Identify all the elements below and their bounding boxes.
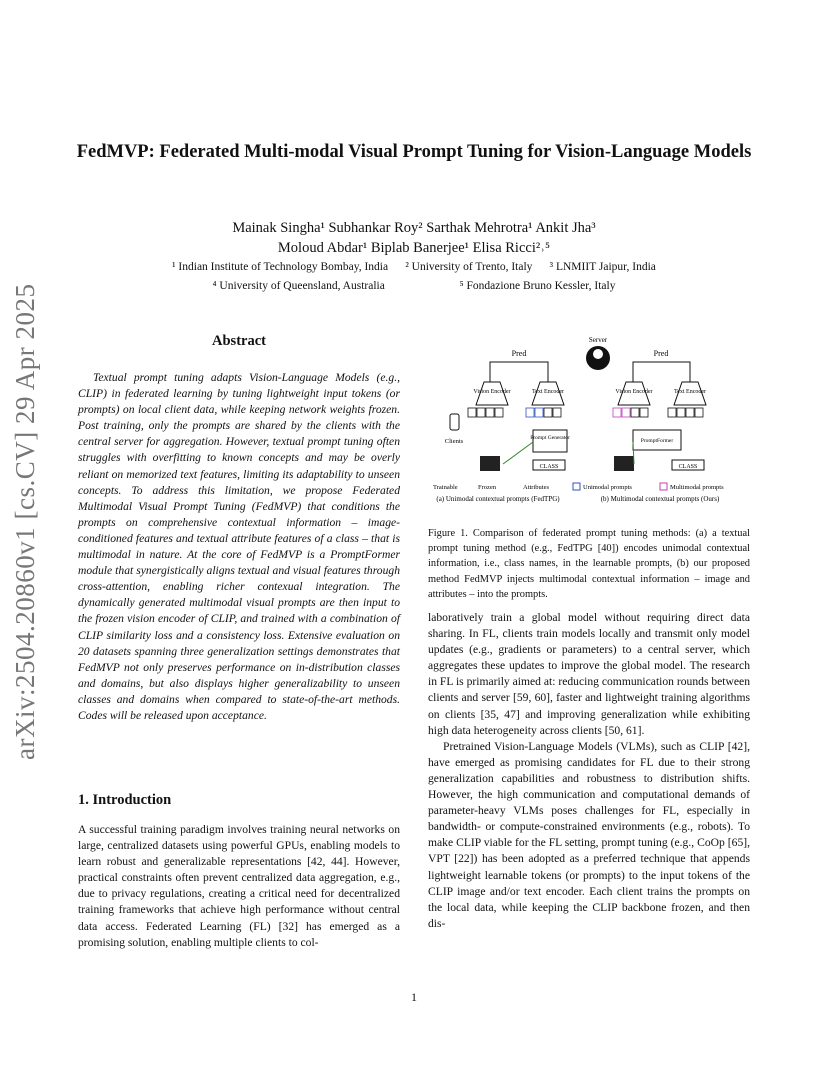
prompt-generator-label: Prompt Generator (530, 435, 570, 441)
pred-label-b: Pred (653, 349, 669, 358)
authors-line-2: Moloud Abdar¹ Biplab Banerjee¹ Elisa Ricci²˒⁵ (277, 240, 551, 256)
affiliations-line-1: ¹ Indian Institute of Technology Bombay, India ² University of Trento, Italy ³ LNMIIT Jaipur, India (172, 261, 656, 273)
pred-label-a: Pred (511, 349, 527, 358)
legend-attributes: Attributes (523, 484, 549, 491)
clients-label: Clients (444, 438, 464, 445)
intro-paragraph: A successful training paradigm involves training neural networks on large, centralized datasets using powerful GPUs, enabling models to learn robust and generalizable representations [42, 44]. However, practical constraints often prevent centralized data aggregation, e.g., due to privacy regulations, creating a critical need for decentralized training frameworks that achieve high performance without central data access. Federated Learning (FL) [32] has emerged as a promising solution, enabling multiple clients to col- (78, 823, 400, 949)
legend-frozen: Frozen (478, 484, 497, 491)
vision-encoder-b: Vision Encoder (615, 389, 653, 395)
right-column-body (428, 610, 750, 932)
class-label-a: CLASS (539, 464, 559, 470)
class-label-b: CLASS (678, 464, 698, 470)
text-encoder-a: Text Encoder (531, 389, 565, 395)
paper-title (60, 140, 768, 164)
server-label: Server (588, 336, 608, 344)
figure-1 (428, 330, 750, 516)
subcaption-a: (a) Unimodal contextual prompts (FedTPG) (436, 495, 560, 503)
legend-trainable: Trainable (433, 484, 458, 491)
image-icon-a (480, 456, 500, 471)
legend-multimodal: Multimodal prompts (670, 484, 724, 491)
title-text: FedMVP: Federated Multi-modal Visual Prompt Tuning for Vision-Language Models (76, 142, 752, 162)
col2-paragraph-1: laboratively train a global model without requiring direct data sharing. In FL, clients train models locally and transmit only model updates (e.g., gradients or parameters) to a central server, which aggregates these updates to improve the global model. The research in FL is primarily aimed at: reducing communication rounds between clients and server [59, 60], faster and lightweight training algorithms on clients [35, 47] and improving generalization while exhibiting high data heterogeneity across clients [50, 61]. (428, 611, 750, 737)
figure-diagram (428, 330, 750, 516)
authors-line-1: Mainak Singha¹ Subhankar Roy² Sarthak Mehrotra¹ Ankit Jha³ (232, 220, 596, 236)
image-icon-b (614, 456, 634, 471)
prompt-generator-box (533, 430, 567, 452)
affiliations-line-2: ⁴ University of Queensland, Australia ⁵ Fondazione Bruno Kessler, Italy (212, 280, 616, 292)
arxiv-identifier: arXiv:2504.20860v1 [cs.CV] 29 Apr 2025 (10, 283, 40, 760)
abstract-text: Textual prompt tuning adapts Vision-Language Models (e.g., CLIP) in federated learning by tuning lightweight input tokens (or prompts) on local client data, while keeping network weights frozen. Post training, only the prompts are shared by the clients with the central server for aggregation. However, textual prompt tuning often struggles with overfitting to known concepts and may be overly reliant on memorized text features, limiting its adaptability to unseen concepts. To address this limitation, we propose Federated Multimodal Visual Prompt Tuning (FedMVP) that conditions the prompts on comprehensive contextual information – image-conditioned features and textual attribute features of a class – that is multimodal in nature. At the core of FedMVP is a PromptFormer module that synergistically aligns textual and visual features through cross-attention, enabling richer contexual integration. The dynamically generated multimodal visual prompts are then input to the frozen vision encoder of CLIP, and trained with a combination of CLIP similarity loss and a consistency loss. Extensive evaluation on 20 datasets spanning three generalization settings demonstrates that FedMVP not only preserves performance on in-distribution classes and domains, but also displays higher generalizability to unseen classes and domains when compared to state-of-the-art methods. Codes will be released upon acceptance. (78, 371, 400, 722)
text-encoder-b: Text Encoder (673, 389, 707, 395)
col2-paragraph-2: Pretrained Vision-Language Models (VLMs), such as CLIP [42], have emerged as promising candidates for FL due to their strong generalization capabilities and robustness to distribution shifts. However, the high communication and computational demands of parameter-heavy VLMs poses challenges for FL, especially in bandwidth- or compute-constrained environments (e.g., robots). To make CLIP viable for the FL setting, prompt tuning (e.g., CoOp [65], VPT [22]) has been adopted as a preferred technique that appends lightweight learnable tokens (or prompts) to the input tokens of the CLIP image and/or text encoder. Each client trains the prompts on the local data, while keeping the CLIP backbone frozen, and then dis- (428, 739, 750, 930)
vision-encoder-a: Vision Encoder (473, 389, 511, 395)
section-heading: 1. Introduction (78, 792, 172, 808)
abstract-body (78, 370, 400, 724)
legend-unimodal: Unimodal prompts (583, 484, 632, 491)
figure-caption: Figure 1. Comparison of federated prompt tuning methods: (a) a textual prompt tuning method (e.g., FedTPG [40]) encodes unimodal contextual information, i.e., class names, in the learnable prompts, (b) our proposed method FedMVP injects multimodal contextual information – image and attributes – into the prompts. (428, 528, 750, 600)
abstract-heading: Abstract (212, 333, 266, 349)
introduction-body (78, 822, 400, 951)
promptformer-label: PromptFormer (640, 438, 674, 444)
page-number: 1 (411, 990, 417, 1004)
subcaption-b: (b) Multimodal contextual prompts (Ours) (600, 495, 720, 503)
